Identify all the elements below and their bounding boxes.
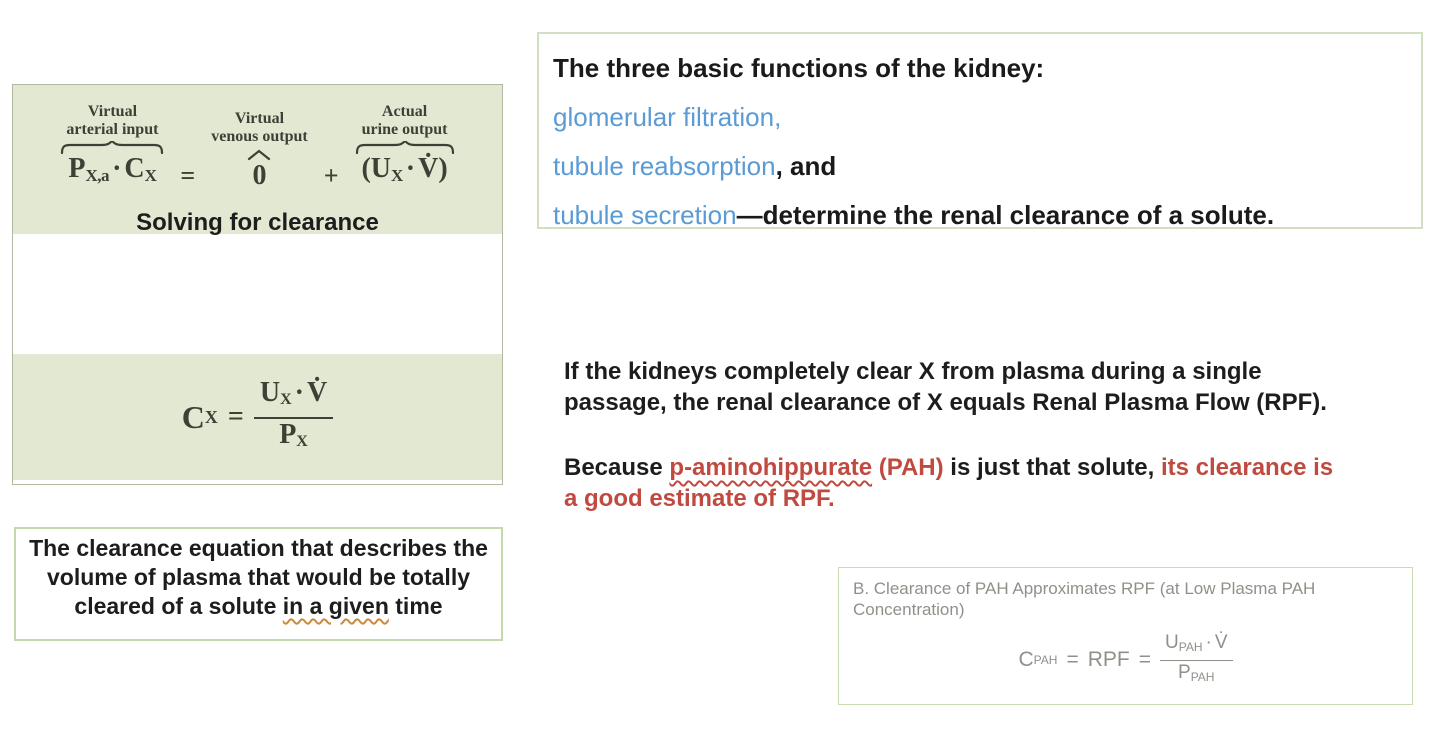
- urine-output-term: [355, 103, 455, 193]
- fraction-numerator: UX · V̇: [259, 376, 328, 408]
- dot-operator: ·: [405, 153, 416, 184]
- rpf-paragraph: [564, 356, 1327, 418]
- glomerular-filtration-item: glomerular filtration,: [553, 102, 782, 132]
- kidney-functions-box: [537, 32, 1423, 229]
- dot-operator: ·: [294, 376, 304, 408]
- pah-paragraph-line1: Because p-aminohippurate (PAH) is just that solute, its clearance is: [564, 454, 1334, 481]
- pah-fraction-denominator: PPAH: [1178, 662, 1215, 684]
- pah-box-heading-line1: B. Clearance of PAH Approximates RPF (at Low Plasma PAH: [853, 579, 1316, 598]
- arterial-input-label-line1: Virtual: [87, 103, 138, 120]
- clearance-equation-section: [13, 354, 502, 480]
- venous-output-label-line2: venous output: [211, 128, 308, 145]
- venous-output-formula: 0: [252, 160, 267, 191]
- pah-fraction: [1160, 632, 1233, 688]
- pah-clearance-formula: C PAH = RPF = $\frac{\text{UPAH · V̇}}{\text{PPAH}}$: [853, 632, 1398, 688]
- urine-output-formula: (UX · V̇): [361, 153, 448, 185]
- rpf-paragraph-line2: passage, the renal clearance of X equals Renal Plasma Flow (RPF).: [564, 389, 1327, 416]
- mass-balance-equation: [13, 85, 502, 193]
- plus-sign: +: [323, 161, 339, 190]
- urine-output-label-line2: urine output: [361, 121, 448, 138]
- pah-fraction-numerator: UPAH · V̇: [1164, 632, 1228, 654]
- tubule-secretion-item: tubule secretion—determine the renal clearance of a solute.: [553, 200, 1275, 230]
- pah-paragraph: [564, 452, 1333, 514]
- tubule-reabsorption-item: tubule reabsorption, and: [553, 151, 837, 181]
- equals-sign: =: [227, 401, 244, 432]
- mass-balance-panel: [12, 84, 503, 485]
- equals-sign: =: [1066, 648, 1079, 671]
- fraction-denominator: PX: [279, 418, 308, 450]
- pah-clearance-box: [838, 567, 1413, 705]
- equals-sign: =: [1138, 648, 1151, 671]
- solving-for-clearance-label: Solving for clearance: [136, 209, 379, 236]
- pah-underlined-text: p-aminohippurate: [669, 454, 873, 481]
- arterial-input-label-line2: arterial input: [66, 121, 159, 138]
- fraction-bar: [1160, 660, 1233, 661]
- description-line3: cleared of a solute in a given time: [74, 593, 443, 619]
- description-line1: The clearance equation that describes the: [29, 535, 488, 561]
- pah-paragraph-line2: a good estimate of RPF.: [564, 485, 835, 512]
- dot-operator: ·: [112, 153, 122, 184]
- pah-box-heading-line2: Concentration): [853, 600, 965, 619]
- venous-output-label-line1: Virtual: [234, 110, 285, 127]
- clearance-fraction: [254, 378, 333, 457]
- dot-operator: ·: [1205, 632, 1212, 653]
- venous-output-term: [211, 110, 307, 193]
- arterial-input-formula: PX,a · CX: [68, 153, 157, 185]
- kidney-functions-title: The three basic functions of the kidney:: [553, 53, 1045, 83]
- spellcheck-underlined-text: in a given: [282, 593, 389, 619]
- urine-output-label-line1: Actual: [381, 103, 428, 120]
- arterial-input-term: [60, 103, 164, 193]
- description-line2: volume of plasma that would be totally: [47, 564, 470, 590]
- equals-sign: =: [180, 161, 196, 190]
- rpf-paragraph-line1: If the kidneys completely clear X from plasma during a single: [564, 358, 1262, 385]
- clearance-equation: C X = $\frac{UX \cdot V̇}{PX}$: [182, 378, 333, 457]
- rpf-symbol: RPF: [1087, 648, 1130, 671]
- clearance-description-box: [14, 527, 503, 641]
